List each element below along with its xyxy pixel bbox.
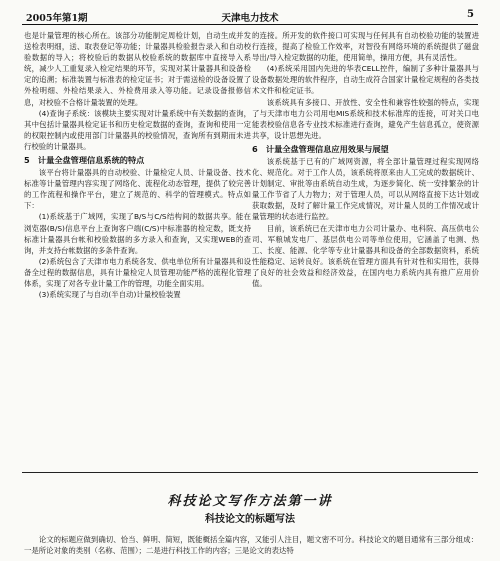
section-heading: 5 计量全盘管理信息系统的特点	[24, 155, 145, 166]
section-divider	[22, 472, 478, 473]
journal-title: 天津电力技术	[221, 13, 279, 24]
paragraph: (4)查询子系统：该模块主要实现对计量系统中有关数据的查询，其中包括计量器具检定证书和历史检定数据的查询，查询和使用一定的权限控制内或使用部门计量器具的校验情况，查询所有到期而未进行校验的计量器具。	[24, 108, 251, 151]
right-column	[252, 30, 479, 289]
paragraph: 的连接。所开发的软件接口可实现与任何具有自动校验功能的装置进行连接，提高了检验工作效率，对智役有网络环境的系统提供了磁盘导出/导入检定数据的功能，使用简单，操用方便，具有灵活性。	[252, 31, 479, 63]
page-number: 5	[467, 9, 474, 20]
paragraph: 该系统具有多接口、开放性、安全性和兼容性较强的特点，实现了与天津市电力公司用电MIS系统和技术标准库的连接，可对关口电能表校验信息各专业技术标准进行查询，避免产生信息孤立，使资源共享，设计思想先进。	[252, 97, 479, 140]
running-header	[22, 8, 478, 25]
paragraph: 也是计量管理的核心所在。该部分功能制定周检计划，自动生成并发送检表明细，送、取表登记等功能；计量器具检验报告录入和自动校验数据的导入；将校验后的数据从校验系统的数据库中直接导入系统，减少人工重复录入检定结果的环节，实现对某计量器具和设备检定的追溯；标准装置与标准表的检定证书；对于需送检的设备设置了外检明细、外检结果录入、外检费用录入等功能。记录设备报修信息，对校验不合格计量装置的处理。	[24, 31, 251, 107]
paragraph: (4)系统采用国内先进的华表CELL控件，编制了多种计量器具与设备数据处理的软件程序，自动生成符合国家计量检定规程的各类技术文件和检定证书。	[252, 64, 479, 96]
left-column	[24, 30, 251, 300]
section-heading: 6 计量全盘管理信息应用效果与展望	[252, 143, 389, 154]
article-title: 科技论文的标题写法	[205, 514, 295, 525]
paragraph: (2)系统包含了天津市电力系统各发、供电单位所有计量器具和设备全过程的数据信息，具有计量检定人员管理功能严格的流程化管理体系，实现了对各专业计量工作的管理，功能全面实用。	[24, 256, 251, 288]
paragraph: 该系统基于已有的广域网资源，将全部计量管理过程实现网络化、规范化。对于工作人员，该系统将原来由人工完成的数据统计、计划制定、审批等由系统自动生成，为逐步简化、统一安排繁杂的计量工作节省了人力物力；对于管理人员，可以从网络直接下达计划或获取数据，及时了解计量工作完成情况，对计量人员的工作情况或计量管理的状态进行监控。	[252, 156, 479, 222]
paragraph: (3)系统实现了与自动(半自动)计量校验装置	[38, 290, 181, 300]
paragraph: 论文的标题应做到确切、恰当、鲜明、简短，既能概括全篇内容，又能引人注目，题文密不可分。科技论文的题目通常有三部分组成：一是所论对象的类别（名称、范围）；二是进行科技工作的内容；三是论文的表达特	[24, 535, 478, 555]
paragraph: (1)系统基于广域网，实现了B/S与C/S结构间的数据共享。能在浏览器(B/S)信息平台上查询客户端(C/S)中标准器的检定数，既支持标准计量器具台帐和校验数据的多方录入和查询，又实现WEB的查询，并支持台帐数据的多条件查询。	[24, 212, 251, 255]
bottom-article-text	[24, 534, 478, 556]
paragraph: 目前，该系统已在天津市电力公司计量办、电科院、高压供电公司、军粮城发电厂、基层供电公司等单位使用，它涵盖了电测、热工、长度、能源、化学等专业计量器具和设备的全部数据资料，系统性能稳定、运转良好。该系统在管理方面具有针对性和实用性，获得了良好的社会效益和经济效益，在国内电力系统内具有推广应用价值。	[252, 223, 479, 288]
issue-label: 2005年第1期	[26, 13, 88, 24]
series-title: 科技论文写作方法第一讲	[167, 494, 333, 509]
paragraph: 该平台将计量器具的自动校验、计量检定人员、计量设备、技术标准等计量管理内容实现了网络化、流程化动态管理，提供了较完善的工作流程和操作平台，建立了规范的、科学的管理模式。特点如下：	[24, 168, 251, 211]
